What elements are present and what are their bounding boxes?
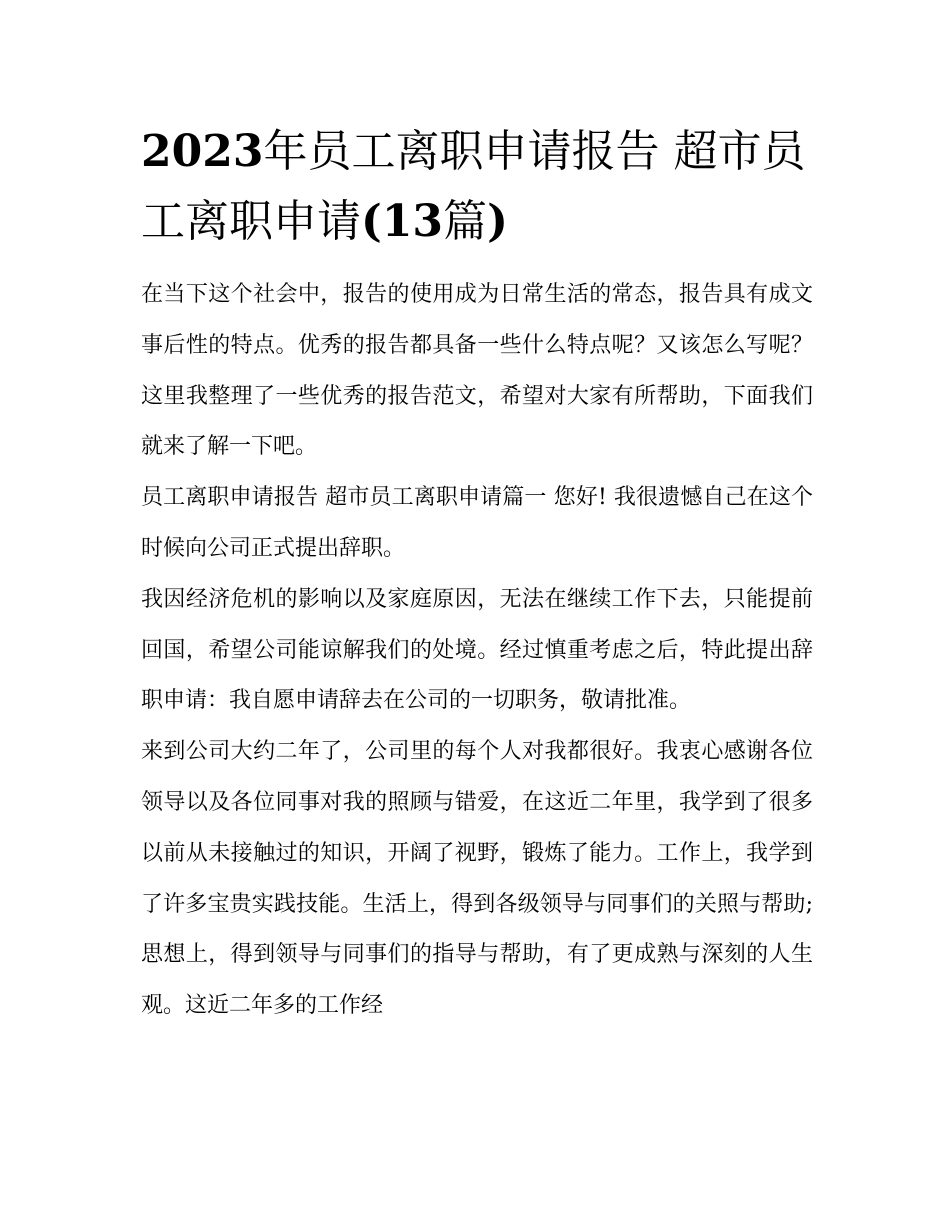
- paragraph-section-1-opening: 员工离职申请报告 超市员工离职申请篇一 您好! 我很遗憾自己在这个时候向公司正式提出辞职。: [141, 485, 813, 561]
- document-title: 2023年员工离职申请报告 超市员工离职申请(13篇): [141, 126, 806, 247]
- document-body: [141, 270, 813, 1032]
- paragraph-intro: 在当下这个社会中，报告的使用成为日常生活的常态，报告具有成文事后性的特点。优秀的报告都具备一些什么特点呢？又该怎么写呢？这里我整理了一些优秀的报告范文，希望对大家有所帮助，下面我们就来了解一下吧。: [141, 282, 813, 460]
- paragraph-gratitude: 来到公司大约二年了，公司里的每个人对我都很好。我衷心感谢各位领导以及各位同事对我的照顾与错爱，在这近二年里，我学到了很多以前从未接触过的知识，开阔了视野，锻炼了能力。工作上，我学到了许多宝贵实践技能。生活上，得到各级领导与同事们的关照与帮助;思想上，得到领导与同事们的指导与帮助，有了更成熟与深刻的人生观。这近二年多的工作经: [141, 739, 813, 1019]
- paragraph-resignation-reason: 我因经济危机的影响以及家庭原因，无法在继续工作下去，只能提前回国，希望公司能谅解我们的处境。经过慎重考虑之后，特此提出辞职申请：我自愿申请辞去在公司的一切职务，敬请批准。: [141, 586, 813, 714]
- document-content: [141, 117, 813, 1032]
